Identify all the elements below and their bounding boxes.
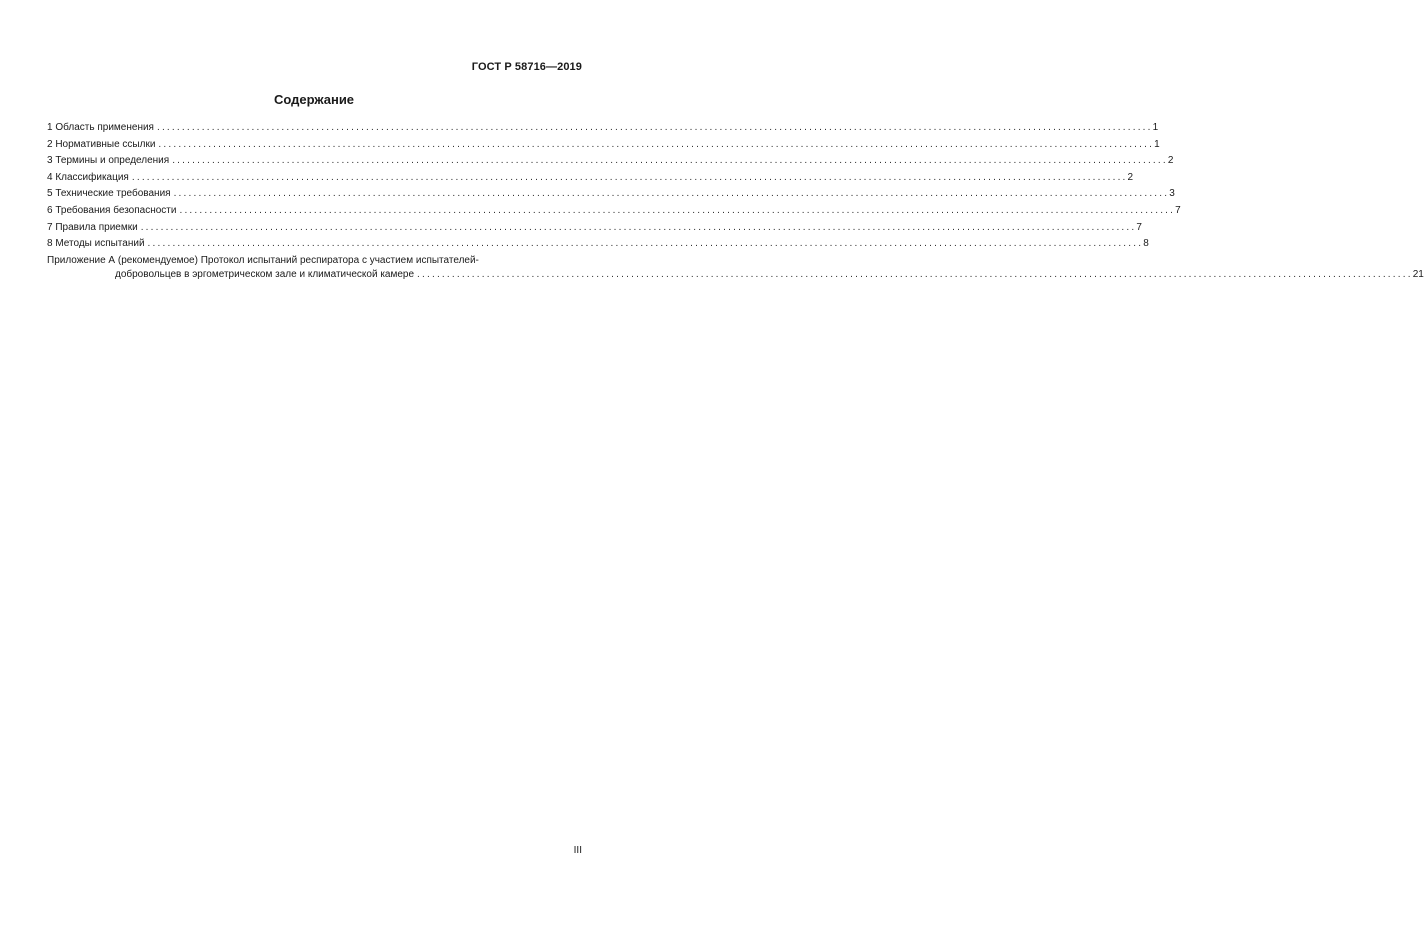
toc-appendix-line1: Приложение А (рекомендуемое) Протокол испытаний респиратора с участием испытателей- (47, 254, 479, 266)
toc-item-label: 5 Технические требования (47, 188, 171, 200)
toc-appendix-line2: добровольцев в эргометрическом зале и климатической камере (115, 268, 415, 280)
toc-leader-dots: ........................................................................................................................................................................................................ (179, 204, 1176, 216)
toc-item-page: 1 (1152, 122, 1159, 133)
toc-appendix-item (47, 254, 1424, 282)
toc-leader-dots: ........................................................................................................................................................................................................ (156, 122, 1153, 133)
toc-item-page: 7 (1136, 221, 1142, 233)
toc-item-label: 4 Классификация (47, 171, 129, 183)
toc-item (47, 153, 1174, 170)
toc-item (47, 170, 1134, 187)
toc-item-label: 6 Требования безопасности (47, 204, 177, 216)
toc-item-page: 7 (1175, 204, 1181, 216)
page-number: III (573, 845, 582, 856)
toc-item (47, 120, 1159, 137)
toc-leader-dots: ........................................................................................................................................................................................................ (173, 188, 1170, 200)
toc-item (47, 236, 1149, 253)
toc-leader-dots: ........................................................................................................................................................................................................ (140, 221, 1137, 233)
toc-leader-dots: ........................................................................................................................................................................................................ (147, 238, 1144, 250)
table-of-contents (47, 120, 1424, 282)
toc-item-label: 8 Методы испытаний (47, 238, 145, 250)
toc-item (47, 137, 1160, 154)
toc-item-page: 2 (1127, 171, 1134, 183)
toc-leader-dots: ........................................................................................................................................................................................................ (131, 171, 1128, 183)
toc-item-label: 3 Термины и определения (47, 155, 170, 167)
toc-leader-dots: ........................................................................................................................................................................................................ (172, 155, 1168, 167)
toc-leader-dots: ........................................................................................................................................................................................................ (158, 138, 1155, 150)
toc-item-page: 8 (1143, 238, 1149, 250)
toc-leader-dots: ........................................................................................................................................................................................................ (417, 268, 1413, 280)
toc-item-label: 2 Нормативные ссылки (47, 138, 156, 150)
toc-item-page: 2 (1167, 155, 1174, 167)
toc-title: Содержание (273, 92, 355, 107)
toc-item (47, 203, 1181, 220)
document-code: ГОСТ Р 58716—2019 (471, 61, 582, 73)
toc-item-label: 7 Правила приемки (47, 221, 138, 233)
toc-item-page: 1 (1154, 138, 1160, 150)
toc-item (47, 186, 1175, 203)
toc-appendix-page: 21 (1412, 268, 1424, 280)
toc-item (47, 220, 1142, 237)
toc-appendix-row2 (47, 268, 1424, 282)
toc-item-page: 3 (1169, 188, 1175, 200)
toc-item-label: 1 Область применения (47, 122, 154, 133)
